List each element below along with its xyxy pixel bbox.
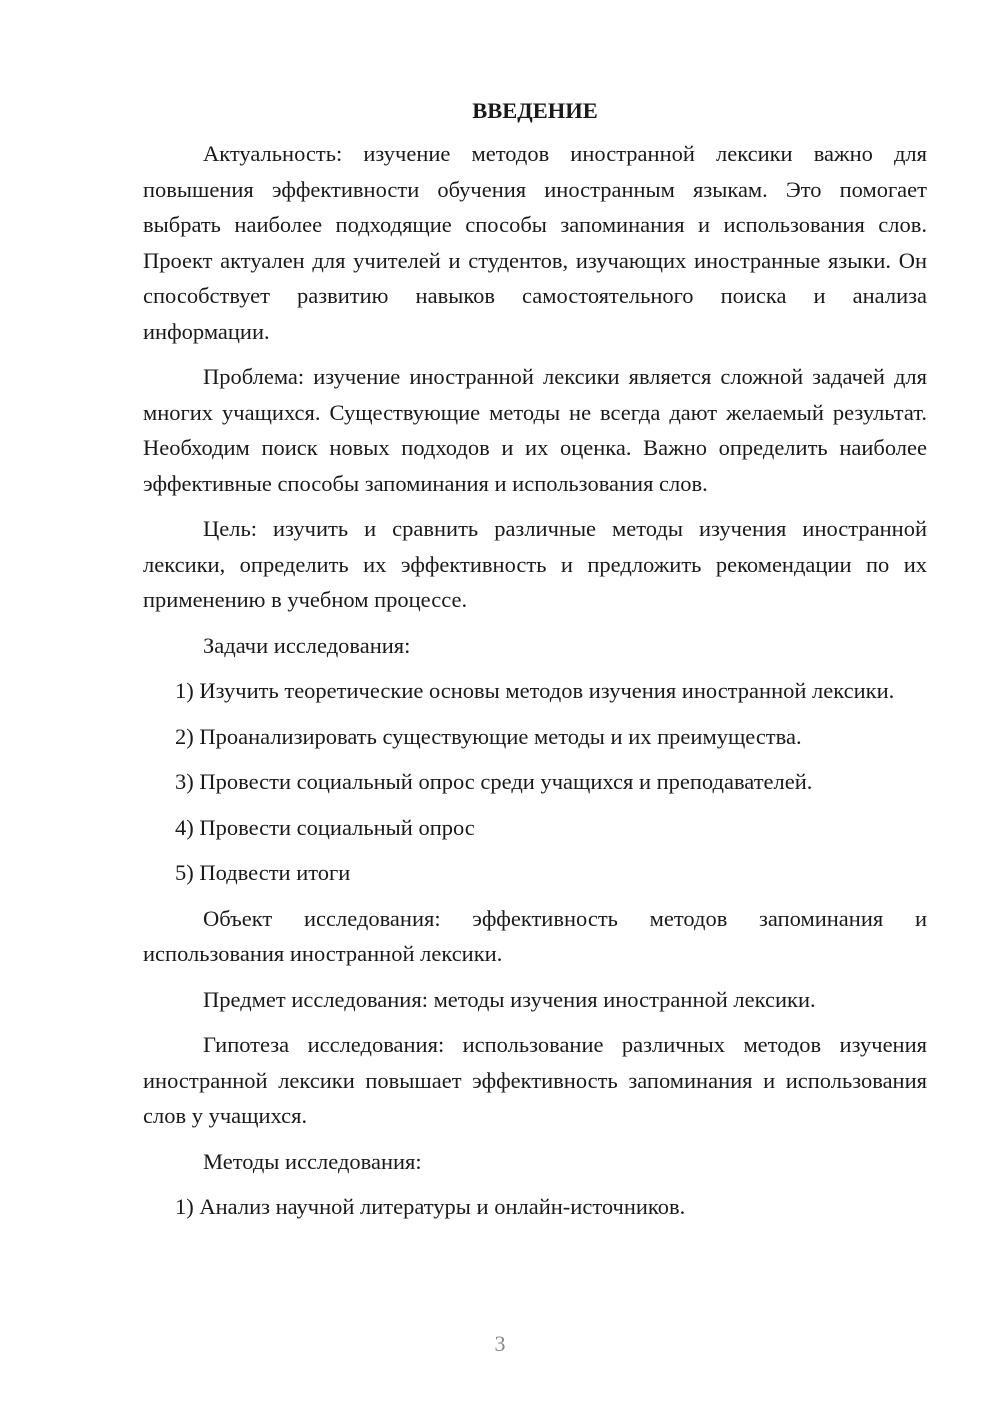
paragraph-object: Объект исследования: эффективность методов запоминания и использования иностранной лексики.: [143, 905, 927, 966]
list-item: 1) Изучить теоретические основы методов изучения иностранной лексики.: [175, 678, 895, 703]
tasks-heading: Задачи исследования:: [203, 632, 411, 658]
paragraph-problem: Проблема: изучение иностранной лексики является сложной задачей для многих учащихся. Существующие методы не всегда дают желаемый результат. Необходим поиск новых подходов и их оценка. Важно определить наиболее эффективные способы запоминания и использования слов.: [143, 364, 927, 496]
page-number: 3: [494, 1331, 506, 1356]
list-item: 5) Подвести итоги: [175, 860, 351, 885]
paragraph-relevance: Актуальность: изучение методов иностранной лексики важно для повышения эффективности обучения иностранным языкам. Это помогает выбрать наиболее подходящие способы запоминания и использования слов. Проект актуален для учителей и студентов, изучающих иностранные языки. Он способствует развитию навыков самостоятельного поиска и анализа информации.: [143, 141, 927, 344]
paragraph-hypothesis: Гипотеза исследования: использование различных методов изучения иностранной лексики повышает эффективность запоминания и использования слов у учащихся.: [143, 1032, 927, 1128]
paragraph-goal: Цель: изучить и сравнить различные методы изучения иностранной лексики, определить их эффективность и предложить рекомендации по их применению в учебном процессе.: [143, 516, 927, 612]
section-title: ВВЕДЕНИЕ: [472, 98, 598, 123]
list-item: 1) Анализ научной литературы и онлайн-источников.: [175, 1194, 686, 1219]
list-item: 4) Провести социальный опрос: [175, 814, 475, 840]
methods-heading: Методы исследования:: [203, 1148, 422, 1174]
list-item: 2) Проанализировать существующие методы и их преимущества.: [175, 723, 802, 749]
paragraph-subject: Предмет исследования: методы изучения иностранной лексики.: [203, 986, 816, 1012]
document-page: [143, 96, 927, 1225]
list-item: 3) Провести социальный опрос среди учащихся и преподавателей.: [175, 769, 813, 794]
